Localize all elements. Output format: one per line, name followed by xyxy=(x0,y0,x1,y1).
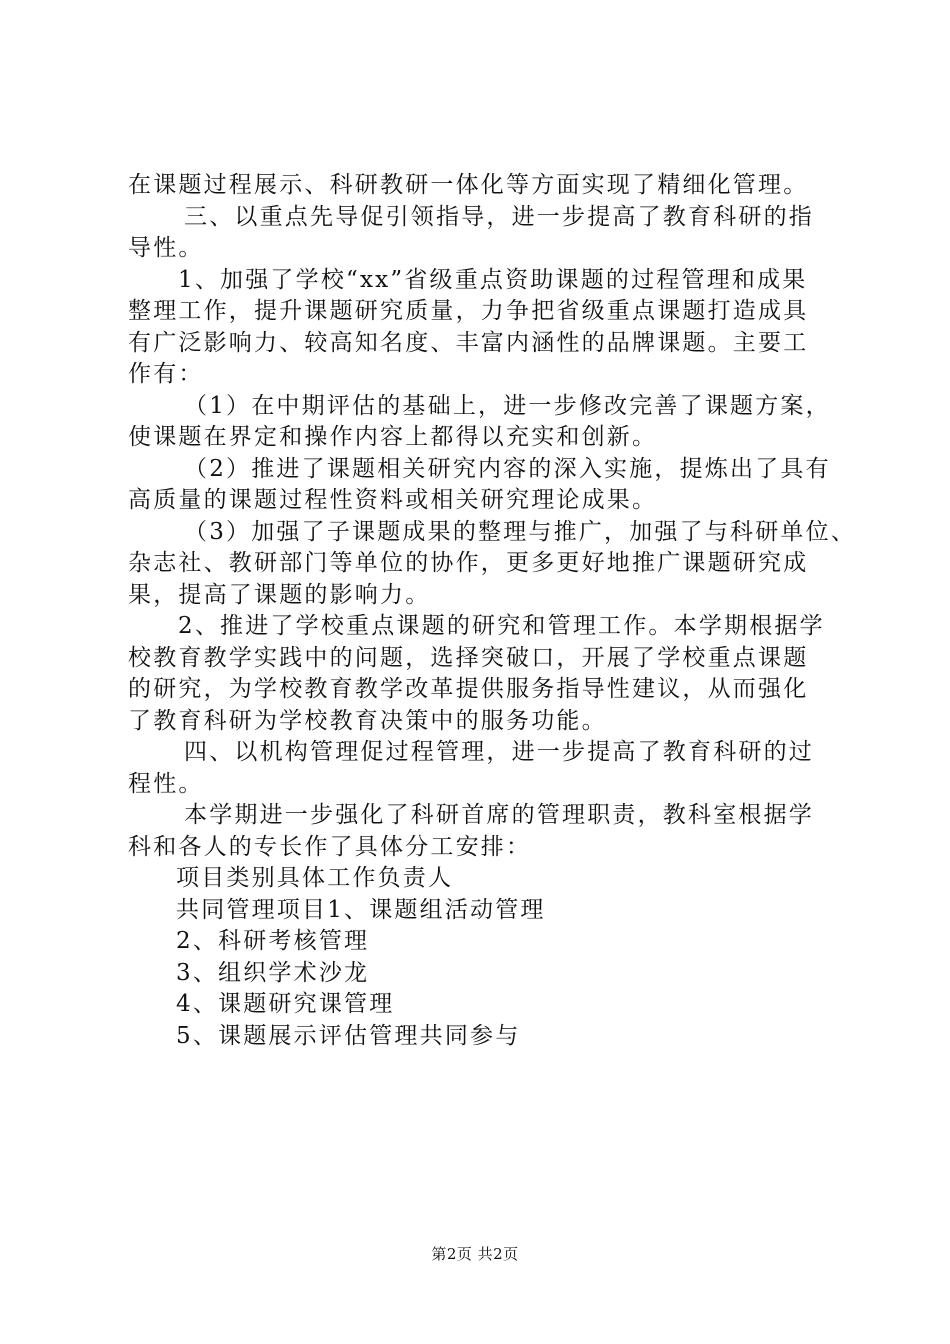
list-item: 4、课题研究课管理 xyxy=(176,991,395,1017)
section-heading-3: 三、以重点先导促引领指导，进一步提高了教育科研的指 xyxy=(184,203,814,230)
text-line: 有广泛影响力、较高知名度、丰富内涵性的品牌课题。主要工 xyxy=(128,329,809,356)
text-line: 高质量的课题过程性资料或相关研究理论成果。 xyxy=(128,487,658,513)
text-line: 在课题过程展示、科研教研一体化等方面实现了精细化管理。 xyxy=(128,172,809,198)
text-line: 导性。 xyxy=(128,235,204,261)
list-item: 5、课题展示评估管理共同参与 xyxy=(176,1022,521,1049)
list-item: 3、组织学术沙龙 xyxy=(176,959,370,986)
section-heading-4: 四、以机构管理促过程管理，进一步提高了教育科研的过 xyxy=(184,739,814,765)
text-line: 作有： xyxy=(128,361,204,387)
text-line: 校教育教学实践中的问题，选择突破口，开展了学校重点课题 xyxy=(128,644,809,671)
paragraph-start: 本学期进一步强化了科研首席的管理职责，教科室根据学 xyxy=(184,802,814,828)
text-line: 了教育科研为学校教育决策中的服务功能。 xyxy=(128,707,607,734)
page-number-footer: 第2页 共2页 xyxy=(431,1245,519,1263)
text-line: 果，提高了课题的影响力。 xyxy=(128,581,431,608)
subitem-2: （2）推进了课题相关研究内容的深入实施，提炼出了具有 xyxy=(184,455,831,482)
text-line: 杂志社、教研部门等单位的协作，更多更好地推广课题研究成 xyxy=(128,550,809,576)
text-line: 程性。 xyxy=(128,770,204,797)
text-line: 使课题在界定和操作内容上都得以充实和创新。 xyxy=(128,424,658,450)
list-item: 共同管理项目1、课题组活动管理 xyxy=(176,896,546,923)
subitem-3: （3）加强了子课题成果的整理与推广，加强了与科研单位、 xyxy=(184,518,857,545)
text-line: 的研究，为学校教育教学改革提供服务指导性建议，从而强化 xyxy=(128,676,809,702)
list-item: 项目类别具体工作负责人 xyxy=(176,865,454,891)
document-body xyxy=(128,170,857,1052)
subitem-1: （1）在中期评估的基础上，进一步修改完善了课题方案， xyxy=(184,392,831,419)
list-item: 2、科研考核管理 xyxy=(176,928,370,954)
text-line: 整理工作，提升课题研究质量，力争把省级重点课题打造成具 xyxy=(128,298,809,324)
text-line: 科和各人的专长作了具体分工安排： xyxy=(128,833,532,860)
item-heading-2: 2、推进了学校重点课题的研究和管理工作。本学期根据学 xyxy=(178,613,825,639)
item-heading-1: 1、加强了学校“xx”省级重点资助课题的过程管理和成果 xyxy=(178,266,808,293)
